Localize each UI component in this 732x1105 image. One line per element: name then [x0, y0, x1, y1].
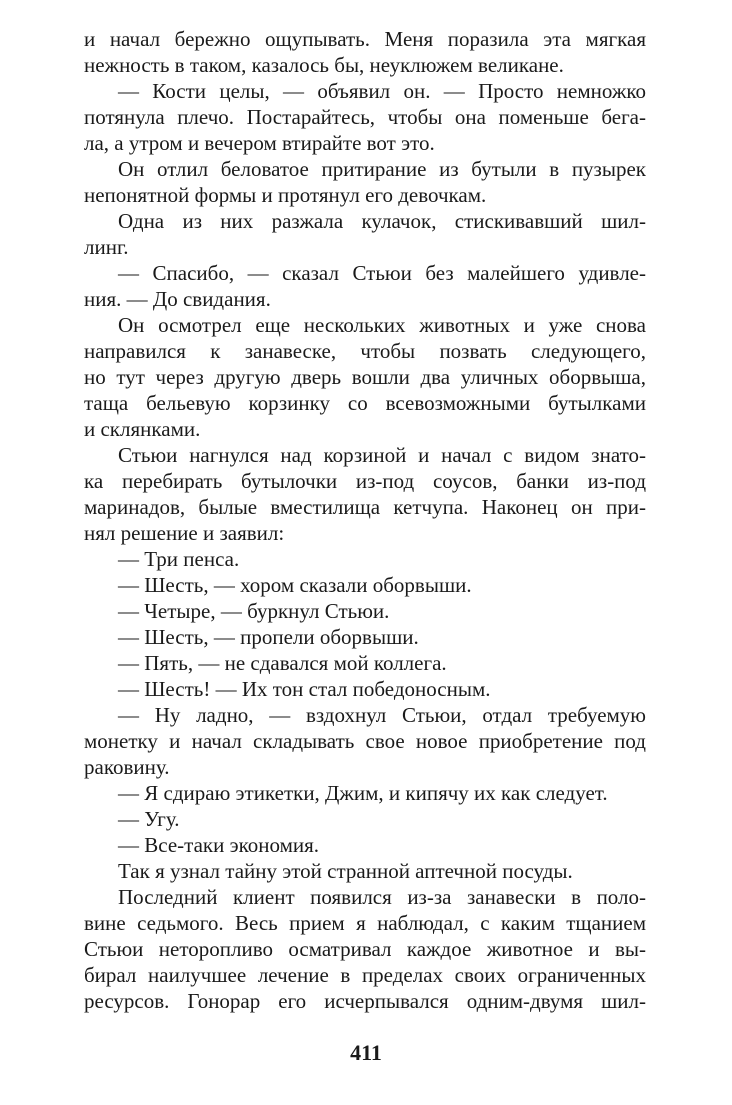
- text-line: и начал бережно ощупывать. Меня поразила эта мягкая: [84, 27, 646, 51]
- text-line: — Пять, — не сдавался мой коллега.: [118, 651, 447, 675]
- text-line: но тут через другую дверь вошли два уличных оборвыша,: [84, 365, 646, 389]
- text-line: — Все-таки экономия.: [118, 833, 320, 857]
- text-line: — Я сдираю этикетки, Джим, и кипячу их как следует.: [118, 781, 608, 805]
- page-number: 411: [350, 1040, 382, 1065]
- text-line: — Шесть, — пропели оборвыши.: [118, 625, 419, 649]
- text-line: — Три пенса.: [118, 547, 240, 571]
- text-line: вине седьмого. Весь прием я наблюдал, с каким тщанием: [84, 911, 646, 935]
- text-line: ресурсов. Гонорар его исчерпывался одним-двумя шил-: [84, 989, 646, 1013]
- text-line: ния. — До свидания.: [84, 287, 271, 311]
- text-line: ка перебирать бутылочки из-под соусов, банки из-под: [84, 469, 646, 493]
- text-line: таща бельевую корзинку со всевозможными бутылками: [84, 391, 646, 415]
- text-line: раковину.: [84, 755, 170, 779]
- text-line: — Шесть, — хором сказали оборвыши.: [118, 573, 472, 597]
- text-line: потянула плечо. Постарайтесь, чтобы она поменьше бега-: [84, 105, 646, 129]
- text-line: Так я узнал тайну этой странной аптечной посуды.: [118, 859, 573, 883]
- text-line: — Шесть! — Их тон стал победоносным.: [118, 677, 491, 701]
- text-line: — Кости целы, — объявил он. — Просто немножко: [118, 79, 646, 103]
- text-line: Стьюи нагнулся над корзиной и начал с видом знато-: [118, 443, 646, 467]
- text-line: Стьюи неторопливо осматривал каждое животное и вы-: [84, 937, 646, 961]
- text-line: Он осмотрел еще нескольких животных и уже снова: [118, 313, 646, 337]
- text-line: — Четыре, — буркнул Стьюи.: [118, 599, 390, 623]
- text-line: Последний клиент появился из-за занавески в поло-: [118, 885, 646, 909]
- text-line: и склянками.: [84, 417, 201, 441]
- text-line: нял решение и заявил:: [84, 521, 285, 545]
- text-line: — Спасибо, — сказал Стьюи без малейшего удивле-: [118, 261, 646, 285]
- text-line: бирал наилучшее лечение в пределах своих ограниченных: [84, 963, 646, 987]
- text-line: Одна из них разжала кулачок, стискивавший шил-: [118, 209, 646, 233]
- text-line: маринадов, былые вместилища кетчупа. Наконец он при-: [84, 495, 646, 519]
- text-line: монетку и начал складывать свое новое приобретение под: [84, 729, 646, 753]
- text-line: нежность в таком, казалось бы, неуклюжем великане.: [84, 53, 564, 77]
- text-line: Он отлил беловатое притирание из бутыли в пузырек: [118, 157, 646, 181]
- text-line: непонятной формы и протянул его девочкам.: [84, 183, 487, 207]
- body-text: [84, 26, 646, 1014]
- text-line: — Ну ладно, — вздохнул Стьюи, отдал требуемую: [118, 703, 646, 727]
- text-line: направился к занавеске, чтобы позвать следующего,: [84, 339, 646, 363]
- text-line: — Угу.: [118, 807, 180, 831]
- text-line: линг.: [84, 235, 129, 259]
- text-line: ла, а утром и вечером втирайте вот это.: [84, 131, 435, 155]
